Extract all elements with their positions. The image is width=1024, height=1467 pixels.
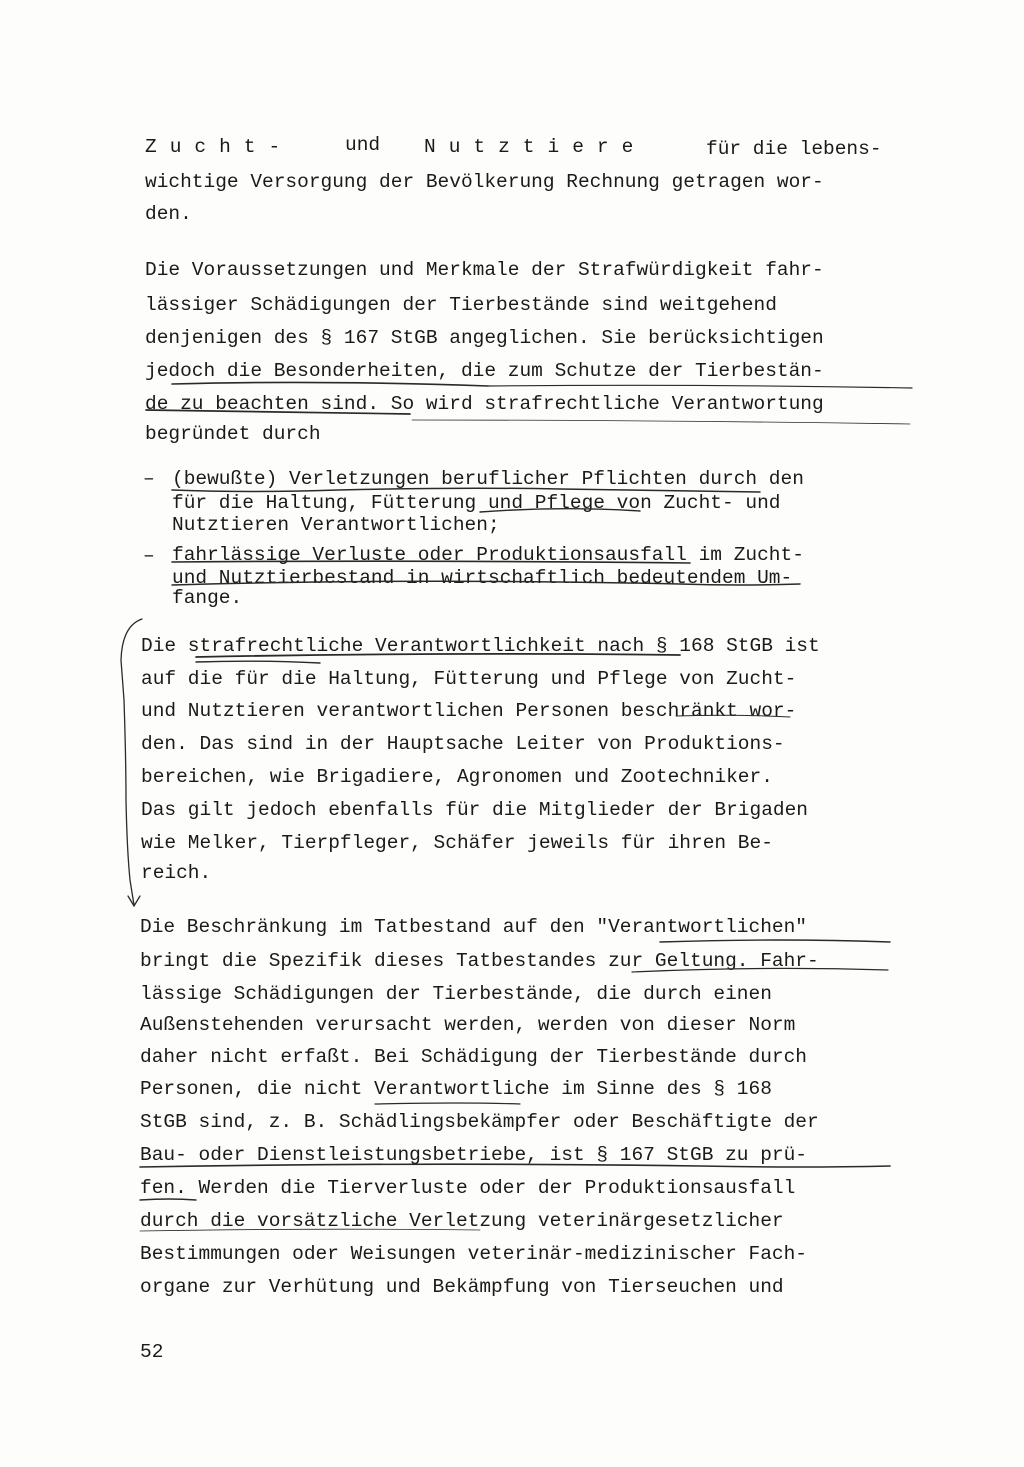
margin-arrow-mark — [128, 896, 140, 906]
text-line: und Nutztieren verantwortlichen Personen beschränkt wor- — [141, 700, 797, 722]
text-line: Die Voraussetzungen und Merkmale der Strafwürdigkeit fahr- — [145, 259, 824, 281]
heading-word-zucht: Zucht- — [145, 136, 294, 158]
text-line: fahrlässige Verluste oder Produktionsausfall im Zucht- — [172, 544, 804, 566]
underline-mark — [488, 385, 912, 388]
text-line: Die Beschränkung im Tatbestand auf den "Verantwortlichen" — [140, 916, 808, 938]
bullet-dash: – — [143, 468, 155, 490]
text-line: jedoch die Besonderheiten, die zum Schutze der Tierbestän- — [145, 360, 824, 382]
underline-mark — [196, 661, 320, 663]
text-line: denjenigen des § 167 StGB angeglichen. Sie berücksichtigen — [145, 327, 824, 349]
text-line: de zu beachten sind. So wird strafrechtliche Verantwortung — [145, 393, 824, 415]
text-line: StGB sind, z. B. Schädlingsbekämpfer oder Beschäftigte der — [140, 1111, 819, 1133]
text-line: lässige Schädigungen der Tierbestände, die durch einen — [140, 983, 772, 1005]
heading-rest-text: für die lebens- — [706, 138, 882, 160]
underline-mark — [172, 382, 488, 386]
text-line: Das gilt jedoch ebenfalls für die Mitglieder der Brigaden — [141, 799, 809, 821]
text-line: reich. — [141, 862, 212, 884]
margin-bracket-mark — [121, 619, 142, 905]
text-line: fange. — [172, 587, 243, 609]
text-line: Nutztieren Verantwortlichen; — [172, 514, 500, 536]
text-line: Außenstehenden verursacht werden, werden von dieser Norm — [140, 1014, 796, 1036]
text-line: wichtige Versorgung der Bevölkerung Rechnung getragen wor- — [145, 171, 824, 193]
text-line: Bestimmungen oder Weisungen veterinär-medizinischer Fach- — [140, 1243, 808, 1265]
text-line: und Nutztierbestand in wirtschaftlich bedeutendem Um- — [172, 567, 793, 589]
text-line: begründet durch — [145, 423, 321, 445]
text-line: für die Haltung, Fütterung und Pflege von Zucht- und — [172, 492, 781, 514]
text-line: fen. Werden die Tierverluste oder der Produktionsausfall — [140, 1177, 796, 1199]
underline-mark — [375, 1103, 520, 1104]
underline-mark — [412, 420, 910, 424]
text-line: Die strafrechtliche Verantwortlichkeit nach § 168 StGB ist — [141, 635, 820, 657]
underline-mark — [660, 940, 890, 942]
text-line: bereichen, wie Brigadiere, Agronomen und Zootechniker. — [141, 766, 773, 788]
underline-mark — [140, 1199, 196, 1200]
page-number: 52 — [140, 1341, 164, 1363]
heading-word-nutztiere: Nutztiere — [424, 136, 647, 158]
text-line: auf die für die Haltung, Fütterung und Pflege von Zucht- — [141, 668, 797, 690]
text-line: daher nicht erfaßt. Bei Schädigung der Tierbestände durch — [140, 1046, 808, 1068]
text-line: bringt die Spezifik dieses Tatbestandes zur Geltung. Fahr- — [140, 950, 819, 972]
bullet-dash: – — [143, 545, 155, 567]
text-line: organe zur Verhütung und Bekämpfung von Tierseuchen und — [140, 1276, 784, 1298]
text-line: durch die vorsätzliche Verletzung veterinärgesetzlicher — [140, 1210, 784, 1232]
text-line: den. — [145, 203, 192, 225]
text-line: Personen, die nicht Verantwortliche im Sinne des § 168 — [140, 1078, 772, 1100]
text-line: (bewußte) Verletzungen beruflicher Pflichten durch den — [172, 468, 804, 490]
heading-word-und: und — [345, 134, 381, 156]
text-line: lässiger Schädigungen der Tierbestände sind weitgehend — [145, 294, 777, 316]
text-line: den. Das sind in der Hauptsache Leiter von Produktions- — [141, 733, 785, 755]
text-line: wie Melker, Tierpfleger, Schäfer jeweils für ihren Be- — [141, 832, 773, 854]
text-line: Bau- oder Dienstleistungsbetriebe, ist § 167 StGB zu prü- — [140, 1144, 808, 1166]
